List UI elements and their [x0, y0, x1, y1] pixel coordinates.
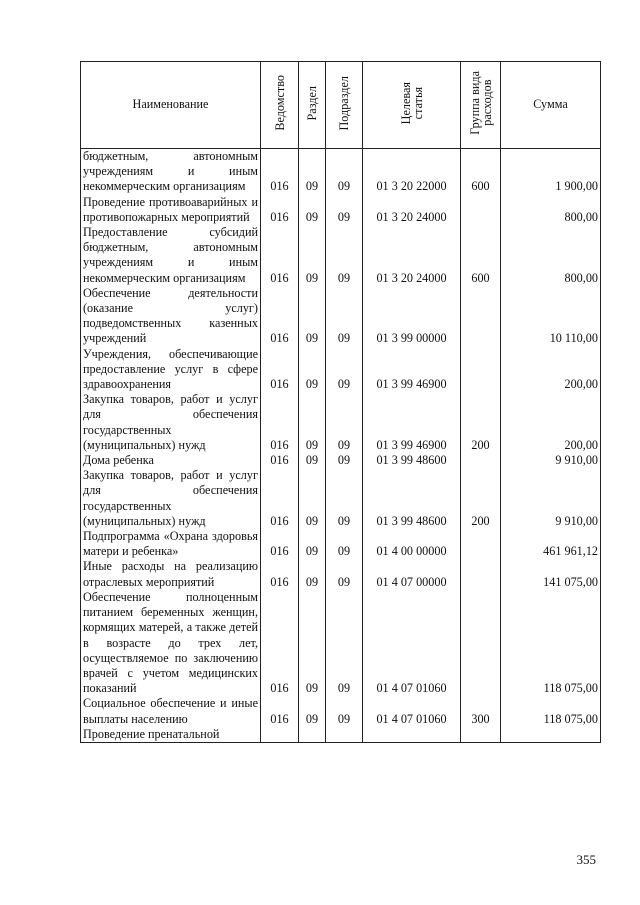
cell-expense-group [461, 286, 501, 347]
cell-section: 09 [299, 195, 326, 225]
cell-name: Проведение пренатальной [81, 727, 261, 743]
cell-subsection: 09 [326, 286, 363, 347]
header-subsection: Подраздел [326, 62, 363, 149]
cell-subsection: 09 [326, 468, 363, 529]
cell-department: 016 [261, 453, 299, 468]
cell-amount: 9 910,00 [501, 453, 601, 468]
cell-department [261, 727, 299, 743]
header-name: Наименование [81, 62, 261, 149]
cell-amount: 800,00 [501, 225, 601, 286]
cell-subsection: 09 [326, 195, 363, 225]
cell-target-item: 01 4 07 01060 [363, 696, 461, 726]
cell-expense-group [461, 453, 501, 468]
cell-amount: 141 075,00 [501, 559, 601, 589]
cell-expense-group [461, 347, 501, 393]
cell-section: 09 [299, 559, 326, 589]
table-row [81, 696, 601, 726]
cell-expense-group [461, 727, 501, 743]
table-body [81, 149, 601, 743]
cell-name: Обеспечение деятельности (оказание услуг) подведомственных казенных учреждений [81, 286, 261, 347]
cell-amount: 10 110,00 [501, 286, 601, 347]
cell-section: 09 [299, 347, 326, 393]
cell-name: Социальное обеспечение и иные выплаты населению [81, 696, 261, 726]
header-amount: Сумма [501, 62, 601, 149]
cell-amount: 200,00 [501, 347, 601, 393]
cell-subsection [326, 727, 363, 743]
cell-expense-group: 600 [461, 225, 501, 286]
header-expense-group: Группа вида расходов [461, 62, 501, 149]
table-row [81, 727, 601, 743]
cell-target-item: 01 3 20 22000 [363, 149, 461, 195]
cell-section: 09 [299, 225, 326, 286]
cell-amount: 200,00 [501, 392, 601, 453]
cell-name: Закупка товаров, работ и услуг для обеспечения государственных (муниципальных) нужд [81, 468, 261, 529]
table-row [81, 468, 601, 529]
cell-target-item: 01 3 99 46900 [363, 392, 461, 453]
cell-department: 016 [261, 286, 299, 347]
cell-subsection: 09 [326, 347, 363, 393]
cell-subsection: 09 [326, 149, 363, 195]
cell-name: Учреждения, обеспечивающие предоставление услуг в сфере здравоохранения [81, 347, 261, 393]
table-row [81, 195, 601, 225]
header-target-item: Целевая статья [363, 62, 461, 149]
cell-department: 016 [261, 392, 299, 453]
cell-target-item: 01 4 07 01060 [363, 590, 461, 696]
cell-subsection: 09 [326, 225, 363, 286]
cell-department: 016 [261, 195, 299, 225]
cell-amount: 1 900,00 [501, 149, 601, 195]
table-header-row [81, 62, 601, 149]
cell-section: 09 [299, 468, 326, 529]
cell-subsection: 09 [326, 529, 363, 559]
table-row [81, 590, 601, 696]
cell-section: 09 [299, 149, 326, 195]
cell-target-item: 01 4 00 00000 [363, 529, 461, 559]
budget-table [80, 61, 601, 743]
page-number: 355 [576, 852, 596, 867]
table-row [81, 559, 601, 589]
cell-amount [501, 727, 601, 743]
cell-department: 016 [261, 559, 299, 589]
cell-expense-group [461, 195, 501, 225]
table-row [81, 149, 601, 195]
cell-section [299, 727, 326, 743]
cell-target-item [363, 727, 461, 743]
table-row [81, 392, 601, 453]
cell-expense-group [461, 559, 501, 589]
cell-section: 09 [299, 392, 326, 453]
cell-target-item: 01 3 99 48600 [363, 468, 461, 529]
cell-name: бюджетным, автономным учреждениям и иным некоммерческим организациям [81, 149, 261, 195]
cell-amount: 461 961,12 [501, 529, 601, 559]
cell-subsection: 09 [326, 696, 363, 726]
cell-subsection: 09 [326, 590, 363, 696]
header-department: Ведомство [261, 62, 299, 149]
header-section: Раздел [299, 62, 326, 149]
cell-name: Подпрограмма «Охрана здоровья матери и ребенка» [81, 529, 261, 559]
cell-section: 09 [299, 453, 326, 468]
cell-target-item: 01 3 20 24000 [363, 225, 461, 286]
cell-department: 016 [261, 696, 299, 726]
cell-target-item: 01 3 99 00000 [363, 286, 461, 347]
cell-expense-group: 300 [461, 696, 501, 726]
cell-department: 016 [261, 590, 299, 696]
cell-amount: 118 075,00 [501, 696, 601, 726]
table-row [81, 453, 601, 468]
cell-expense-group [461, 529, 501, 559]
cell-department: 016 [261, 225, 299, 286]
cell-section: 09 [299, 696, 326, 726]
cell-section: 09 [299, 286, 326, 347]
cell-target-item: 01 3 20 24000 [363, 195, 461, 225]
cell-subsection: 09 [326, 559, 363, 589]
cell-subsection: 09 [326, 392, 363, 453]
cell-name: Иные расходы на реализацию отраслевых мероприятий [81, 559, 261, 589]
cell-target-item: 01 3 99 48600 [363, 453, 461, 468]
cell-expense-group [461, 590, 501, 696]
table-row [81, 347, 601, 393]
cell-target-item: 01 3 99 46900 [363, 347, 461, 393]
cell-name: Закупка товаров, работ и услуг для обеспечения государственных (муниципальных) нужд [81, 392, 261, 453]
cell-amount: 9 910,00 [501, 468, 601, 529]
cell-department: 016 [261, 347, 299, 393]
cell-section: 09 [299, 529, 326, 559]
cell-department: 016 [261, 468, 299, 529]
cell-amount: 118 075,00 [501, 590, 601, 696]
cell-name: Дома ребенка [81, 453, 261, 468]
cell-amount: 800,00 [501, 195, 601, 225]
cell-department: 016 [261, 149, 299, 195]
cell-expense-group: 200 [461, 468, 501, 529]
cell-section: 09 [299, 590, 326, 696]
cell-name: Предоставление субсидий бюджетным, автономным учреждениям и иным некоммерческим организациям [81, 225, 261, 286]
cell-department: 016 [261, 529, 299, 559]
table-row [81, 225, 601, 286]
cell-expense-group: 200 [461, 392, 501, 453]
cell-expense-group: 600 [461, 149, 501, 195]
cell-name: Проведение противоаварийных и противопожарных мероприятий [81, 195, 261, 225]
cell-name: Обеспечение полноценным питанием беременных женщин, кормящих матерей, а также детей в возрасте до трех лет, осуществляемое по заключению врачей с учетом медицинских показаний [81, 590, 261, 696]
table-row [81, 286, 601, 347]
cell-target-item: 01 4 07 00000 [363, 559, 461, 589]
cell-subsection: 09 [326, 453, 363, 468]
table-row [81, 529, 601, 559]
